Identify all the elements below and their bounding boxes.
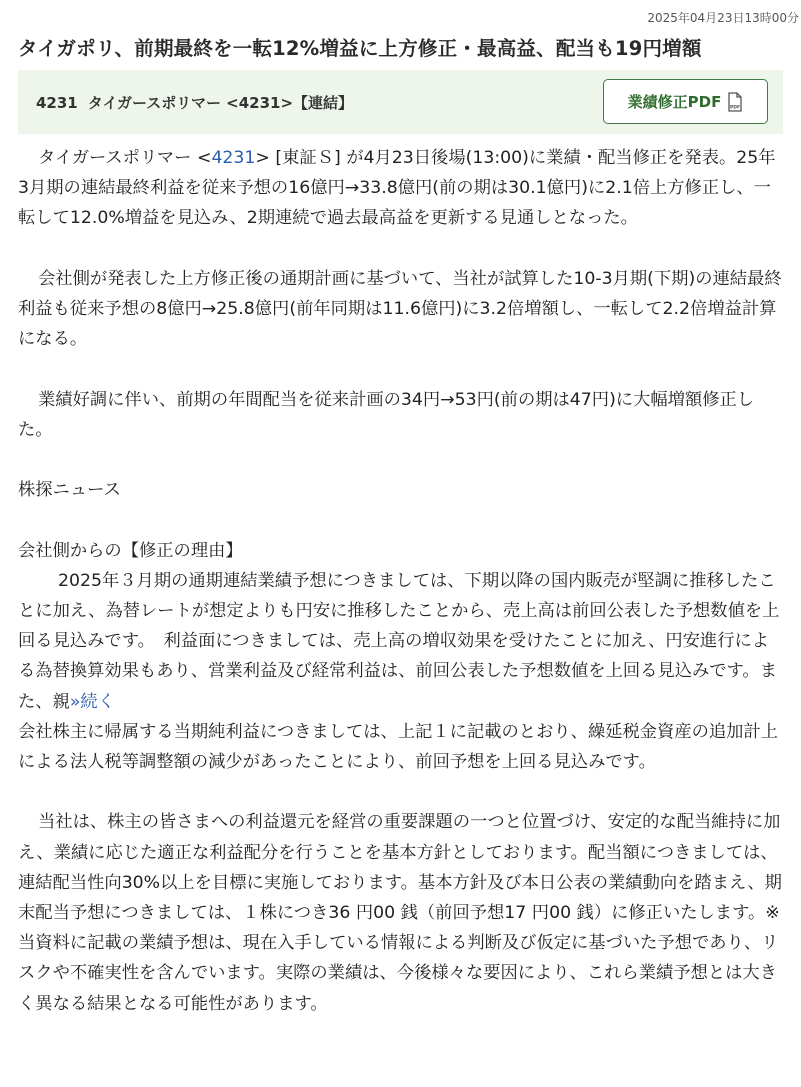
summary-text-cont: > [東証Ｓ] が4月23日後場(13:00)に業績・配当修正を発表。25年3月期の連結最終利益を従来予想の16億円→33.8億円(前の期は30.1億円)に2.1倍上方修正し、一転して12.0%増益を見込み、2期連続で過去最高益を更新する見通しとなった。 <box>18 148 776 229</box>
article-body <box>18 143 783 1019</box>
stock-label <box>36 92 353 113</box>
revision-reason-continued: 会社株主に帰属する当期純利益につきましては、上記１に記載のとおり、繰延税金資産の追加計上による法人税等調整額の減少があったことにより、前回予想を上回る見込みです。 <box>18 721 779 772</box>
pdf-file-icon <box>727 92 743 112</box>
continue-reading-link[interactable]: »続く <box>69 691 115 712</box>
revision-reason <box>18 566 783 717</box>
stock-info-bar <box>18 70 783 134</box>
revision-reason-text: 2025年３月期の通期連結業績予想につきましては、下期以降の国内販売が堅調に推移したことに加え、為替レートが想定よりも円安に推移したことから、売上高は前回公表した予想数値を上回る見込みです。 利益面につきましては、売上高の増収効果を受けたことに加え、円安進行による為替換算効果もあり、営業利益及び経常利益は、前回公表した予想数値を上回る見込みです。また、親 <box>18 570 780 712</box>
publish-timestamp: 2025年04月23日13時00分 <box>647 11 799 25</box>
paragraph-dividend-summary <box>18 385 783 445</box>
pdf-button-label: 業績修正PDF <box>627 93 722 111</box>
dividend-policy-text: 当社は、株主の皆さまへの利益還元を経営の重要課題の一つと位置づけ、安定的な配当維持に加え、業績に応じた適正な利益配分を行うことを基本方針としております。配当額につきましては、連結配当性向30%以上を目標に実施しております。基本方針及び本日公表の業績動向を踏まえ、期末配当予想につきましては、１株につき36 円00 銭（前回予想17 円00 銭）に修正いたします。※当資料に記載の業績予想は、現在入手している情報による判断及び仮定に基づいた予想であり、リスクや不確実性を含んでいます。実際の業績は、今後様々な要因により、これら業績予想とは大きく異なる結果となる可能性があります。 <box>18 812 782 1014</box>
svg-text:PDF: PDF <box>730 105 741 110</box>
news-source: 株探ニュース <box>18 480 121 501</box>
summary-text: タイガースポリマー < <box>38 148 212 168</box>
stock-code: 4231 <box>36 94 78 112</box>
paragraph-second-half <box>18 264 783 355</box>
revision-reason-heading: 会社側からの【修正の理由】 <box>18 540 243 561</box>
stock-code-link[interactable]: 4231 <box>211 148 256 168</box>
earnings-revision-pdf-button[interactable] <box>603 79 768 124</box>
stock-name: タイガースポリマー <4231>【連結】 <box>87 94 354 112</box>
paragraph-summary <box>18 143 783 234</box>
second-half-text: 会社側が発表した上方修正後の通期計画に基づいて、当社が試算した10-3月期(下期)の連結最終利益も従来予想の8億円→25.8億円(前年同期は11.6億円)に3.2倍増額し、一転して2.2倍増益計算になる。 <box>18 268 782 350</box>
page-title: タイガポリ、前期最終を一転12%増益に上方修正・最高益、配当も19円増額 <box>18 37 702 60</box>
dividend-policy <box>18 807 783 1018</box>
dividend-summary-text: 業績好調に伴い、前期の年間配当を従来計画の34円→53円(前の期は47円)に大幅増額修正した。 <box>18 389 755 440</box>
